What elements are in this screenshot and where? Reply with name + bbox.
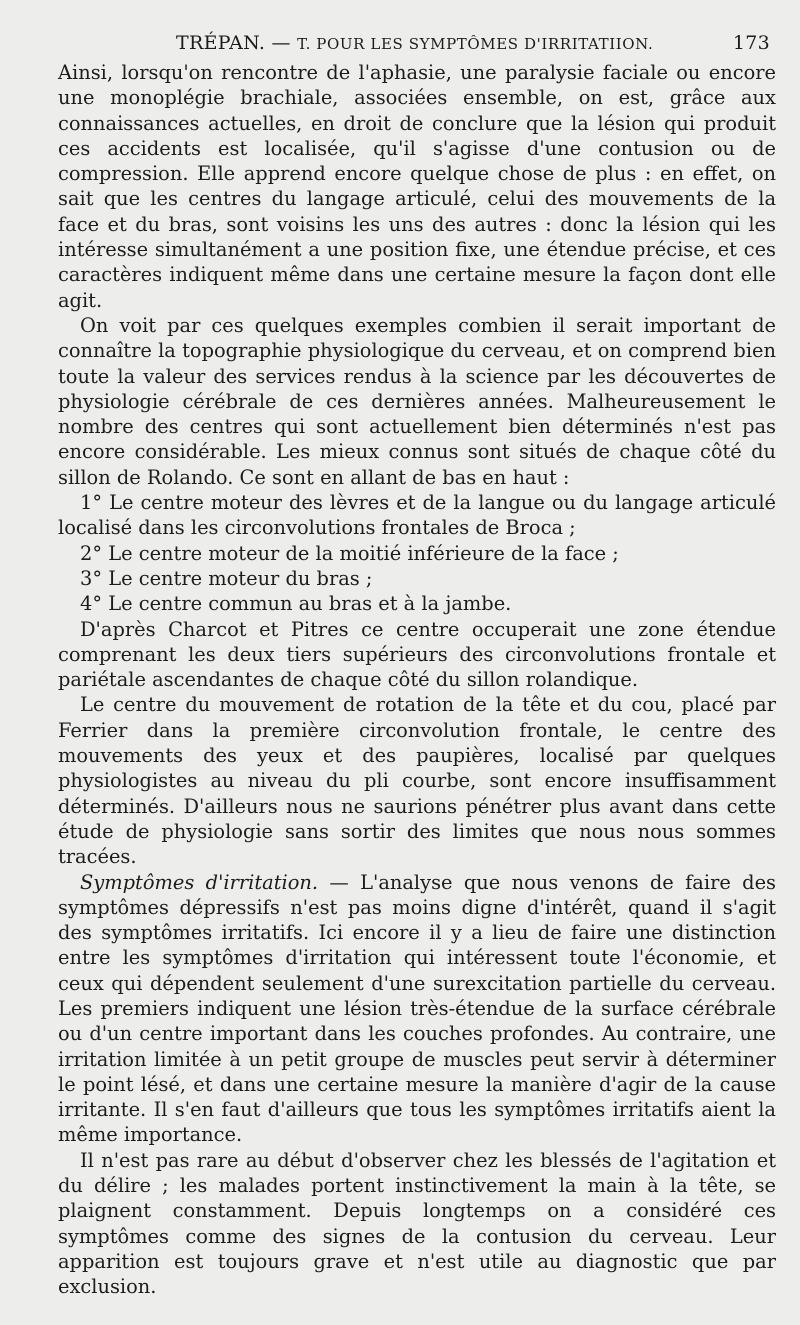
paragraph-irritation [58,870,776,1148]
list-item: 3° Le centre moteur du bras ; [80,566,373,590]
list-item: 1° Le centre moteur des lèvres et de la langue ou du langage articulé localisé dans les circonvolutions frontales de Broca ; [58,491,776,540]
paragraph-text: — L'analyse que nous venons de faire des symptômes dépressifs n'est pas moins digne d'intérêt, quand il s'agit des symptômes irritatifs. Ici encore il y a lieu de faire une distinction entre les symptômes d'irritation qui intéressent toute l'économie, et ceux qui dépendent seulement d'une surexcitation partielle du cerveau. Les premiers indiquent une lésion très-étendue de la surface cérébrale ou d'un centre important dans les couches profondes. Au contraire, une irritation limitée à un petit groupe de muscles peut servir à déterminer le point lésé, et dans une certaine mesure la manière d'agir de la cause irritante. Il s'en faut d'ailleurs que tous les symptômes irritatifs aient la même importance. [58,870,776,1147]
running-title [176,32,653,54]
list-item: 4° Le centre commun au bras et à la jambe. [80,592,512,616]
header-dash: — [271,32,291,54]
paragraph: On voit par ces quelques exemples combien il serait important de connaître la topographie physiologique du cerveau, et on comprend bien toute la valeur des services rendus à la science par les découvertes de physiologie cérébrale de ces dernières années. Malheureusement le nombre des centres qui sont actuellement bien déterminés n'est pas encore considérable. Les mieux connus sont situés de chaque côté du sillon de Rolando. Ce sont en allant de bas en haut : [58,313,776,489]
paragraph: D'après Charcot et Pitres ce centre occuperait une zone étendue comprenant les deux tiers supérieurs des circonvolutions frontale et pariétale ascendantes de chaque côté du sillon rolandique. [58,617,776,692]
section-heading: Symptômes d'irritation. [80,870,319,894]
header-left: TRÉPAN. [176,32,266,54]
running-header [58,30,776,60]
page-body [58,60,776,1300]
paragraph: Ainsi, lorsqu'on rencontre de l'aphasie, une paralysie faciale ou encore une monoplégie brachiale, associées ensemble, on est, grâce aux connaissances actuelles, en droit de conclure que la lésion qui produit ces accidents est localisée, qu'il s'agisse d'une contusion ou de compression. Elle apprend encore quelque chose de plus : en effet, on sait que les centres du langage articulé, celui des mouvements de la face et du bras, sont voisins les uns des autres : donc la lésion qui les intéresse simultanément a une position fixe, une étendue précise, et ces caractères indiquent même dans une certaine mesure la façon dont elle agit. [58,61,776,312]
paragraph: Il n'est pas rare au début d'observer chez les blessés de l'agitation et du délire ; les malades portent instinctivement la main à la tête, se plaignent constamment. Depuis longtemps on a considéré ces symptômes comme des signes de la contusion du cerveau. Leur apparition est toujours grave et n'est utile au diagnostic que par exclusion. [58,1148,776,1299]
page-number: 173 [732,32,770,54]
header-right: T. POUR LES SYMPTÔMES D'IRRITATIION. [297,35,654,53]
list-item: 2° Le centre moteur de la moitié inférieure de la face ; [80,541,619,565]
paragraph: Le centre du mouvement de rotation de la tête et du cou, placé par Ferrier dans la première circonvolution frontale, le centre des mouvements des yeux et des paupières, localisé par quelques physiologistes au niveau du pli courbe, sont encore insuffisamment déterminés. D'ailleurs nous ne saurions pénétrer plus avant dans cette étude de physiologie sans sortir des limites que nous nous sommes tracées. [58,693,776,869]
